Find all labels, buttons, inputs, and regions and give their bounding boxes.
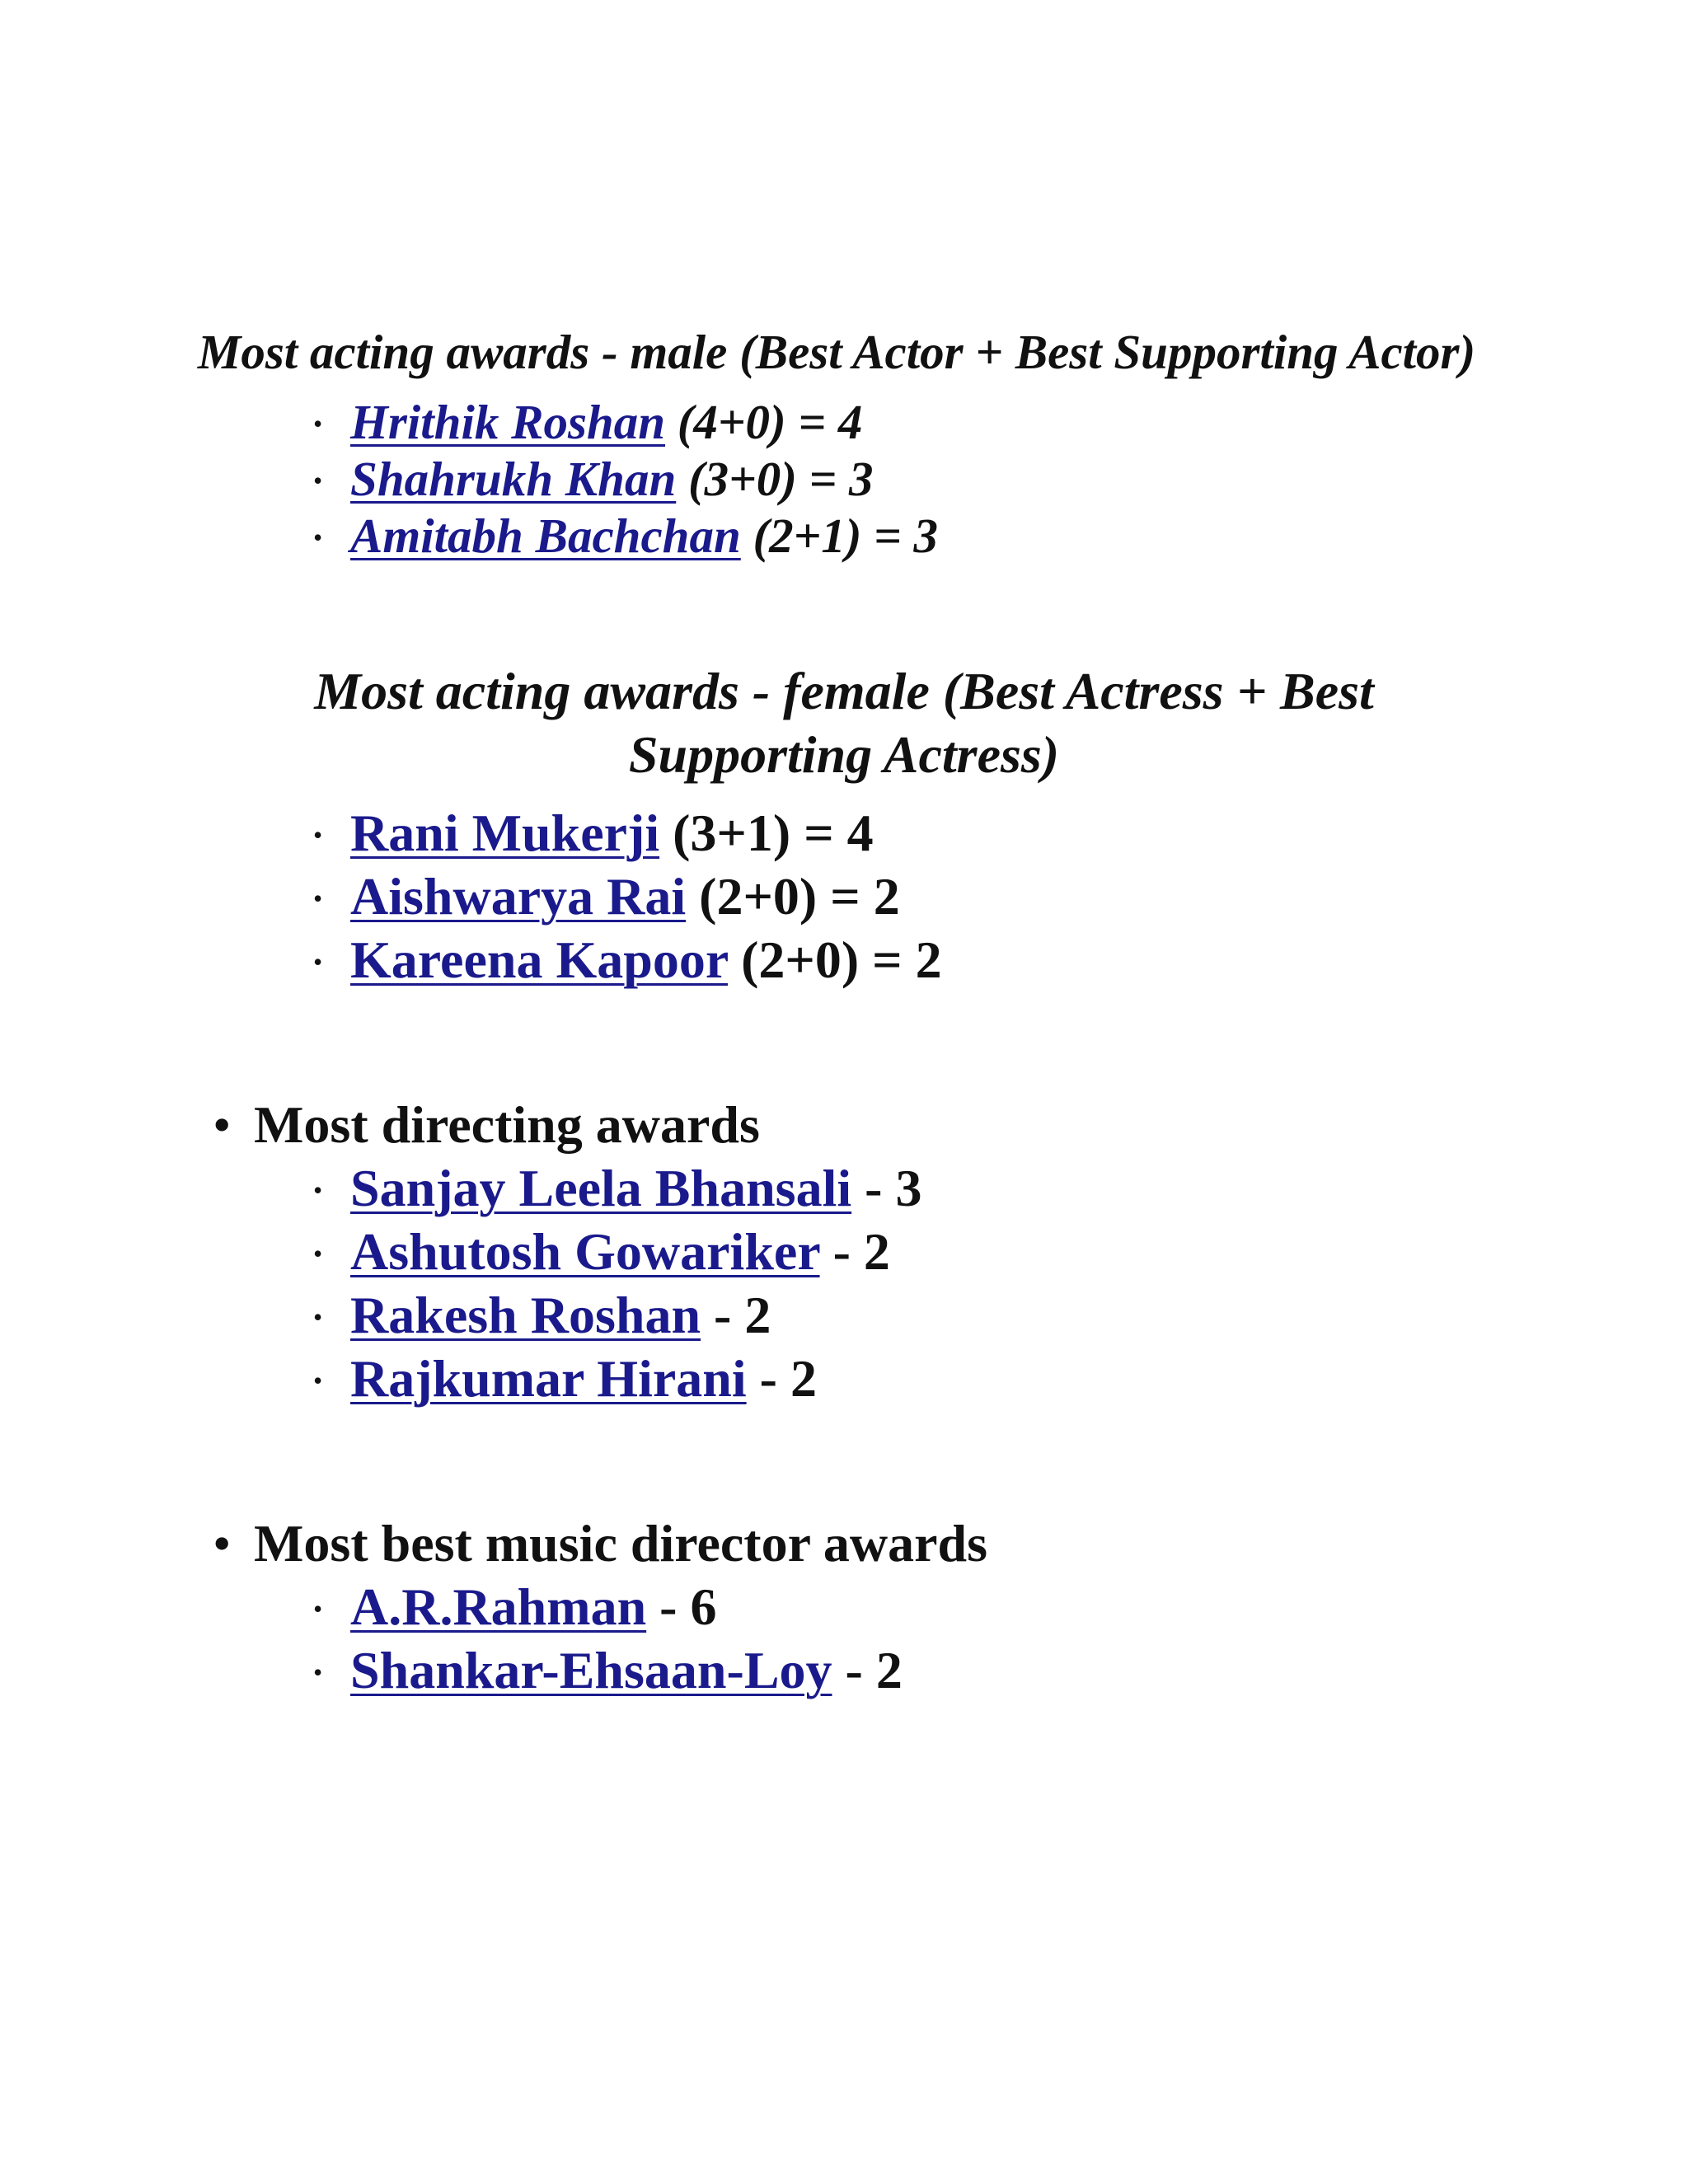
award-count: - 3 [865, 1159, 922, 1217]
bullet-icon: • [213, 1095, 232, 1154]
bullet-icon: • [313, 1365, 323, 1395]
music-section-title [213, 1511, 987, 1575]
person-link-rani-mukerji[interactable]: Rani Mukerji [350, 804, 660, 862]
bullet-icon: • [313, 1174, 323, 1205]
music-list [213, 1575, 987, 1702]
person-link-sanjay-leela-bhansali[interactable]: Sanjay Leela Bhansali [350, 1159, 852, 1217]
award-count: - 2 [759, 1349, 817, 1408]
person-link-kareena-kapoor[interactable]: Kareena Kapoor [350, 930, 729, 989]
award-count: - 2 [714, 1286, 771, 1344]
bullet-icon: • [313, 883, 323, 913]
female-heading-line-1: Most acting awards - female (Best Actress + Best [314, 662, 1374, 720]
bullet-icon: • [213, 1514, 232, 1572]
list-item [313, 508, 938, 565]
person-link-hrithik-roshan[interactable]: Hrithik Roshan [350, 395, 666, 449]
person-link-ashutosh-gowariker[interactable]: Ashutosh Gowariker [350, 1222, 820, 1281]
bullet-icon: • [313, 408, 323, 438]
bullet-icon: • [313, 1657, 323, 1687]
person-link-amitabh-bachchan[interactable]: Amitabh Bachchan [350, 509, 741, 563]
person-link-shahrukh-khan[interactable]: Shahrukh Khan [350, 452, 677, 506]
list-item [313, 1575, 987, 1638]
list-item [313, 451, 938, 508]
list-item [313, 928, 942, 991]
award-count: (2+0) = 2 [741, 930, 942, 989]
bullet-icon: • [313, 522, 323, 552]
award-count: - 2 [832, 1222, 890, 1281]
bullet-icon: • [313, 1238, 323, 1268]
female-acting-heading [0, 659, 1688, 786]
bullet-icon: • [313, 1593, 323, 1624]
list-item [313, 1283, 921, 1347]
award-count: (2+0) = 2 [699, 867, 900, 926]
award-count: (3+1) = 4 [673, 804, 874, 862]
directing-title-text: Most directing awards [254, 1095, 760, 1154]
bullet-icon: • [313, 819, 323, 850]
female-acting-list [313, 801, 942, 991]
list-item [313, 1220, 921, 1283]
male-acting-heading: Most acting awards - male (Best Actor + Best Supporting Actor) [197, 325, 1476, 379]
person-link-rajkumar-hirani[interactable]: Rajkumar Hirani [350, 1349, 747, 1408]
directing-section [213, 1093, 921, 1410]
female-heading-line-2: Supporting Actress) [628, 725, 1060, 784]
list-item [313, 801, 942, 865]
award-count: (4+0) = 4 [677, 395, 863, 449]
person-link-rakesh-roshan[interactable]: Rakesh Roshan [350, 1286, 701, 1344]
music-section [213, 1511, 987, 1702]
person-link-shankar-ehsaan-loy[interactable]: Shankar-Ehsaan-Loy [350, 1641, 832, 1699]
award-count: (3+0) = 3 [688, 452, 874, 506]
award-count: (2+1) = 3 [753, 509, 939, 563]
music-title-text: Most best music director awards [254, 1514, 987, 1572]
list-item [313, 1156, 921, 1220]
directing-section-title [213, 1093, 921, 1156]
bullet-icon: • [313, 465, 323, 495]
list-item [313, 1347, 921, 1410]
person-link-ar-rahman[interactable]: A.R.Rahman [350, 1577, 647, 1636]
award-count: - 2 [845, 1641, 903, 1699]
award-count: - 6 [659, 1577, 717, 1636]
bullet-icon: • [313, 1301, 323, 1332]
list-item [313, 865, 942, 928]
list-item [313, 1638, 987, 1702]
person-link-aishwarya-rai[interactable]: Aishwarya Rai [350, 867, 687, 926]
directing-list [213, 1156, 921, 1410]
male-acting-list [313, 394, 938, 565]
list-item [313, 394, 938, 451]
bullet-icon: • [313, 946, 323, 977]
